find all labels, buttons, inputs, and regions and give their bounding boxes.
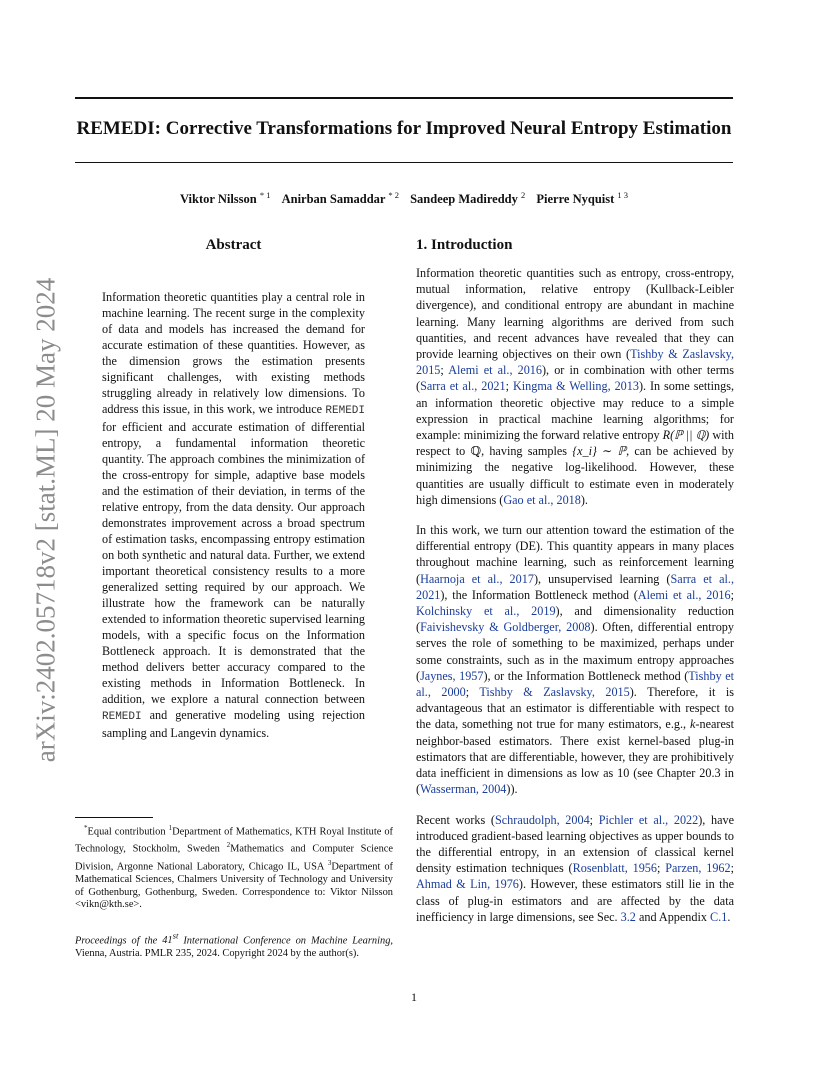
text-run: ; <box>505 379 513 394</box>
citation-link[interactable]: Sarra et al., 2021 <box>416 571 734 602</box>
citation-link[interactable]: Wasserman, 2004 <box>420 782 507 797</box>
text-run: ), and dimensionality reduction ( <box>416 604 734 635</box>
paper-title: REMEDI: Corrective Transformations for Improved Neural Entropy Estimation <box>76 118 732 139</box>
text-run: ). Therefore, it is advantageous that an estimator is differentiable with respect to the data, something not true for many estimators, e.g., <box>416 685 735 732</box>
citation-link[interactable]: Haarnoja et al., 2017 <box>420 571 534 586</box>
text-run: ), or the Information Bottleneck method ( <box>483 668 689 683</box>
text-run: ; <box>465 685 480 700</box>
text-run: In this work, we turn our attention toward the estimation of the differential entropy (DE). This quantity appears in many places throughout machine learning, such as reinforcement learning ( <box>416 523 734 586</box>
text-run: ; <box>730 587 734 602</box>
citation-link[interactable]: Ahmad & Lin, 1976 <box>416 877 519 892</box>
math-expression: {x_i} ∼ ℙ <box>572 444 627 459</box>
affiliation-footnote: *Equal contribution $^1$Department of Mathematics, KTH Royal Institute of Technology, Stockholm, Sweden $^2$Mathematics and Computer Science Division, Argonne National Laboratory, Chicago IL, USA $^3$Department of Mathematical Sciences, Chalmers University of Technology and University of Gothenburg, Gothenburg, Sweden. Correspondence to: Viktor Nilsson <vikn@kth.se>. <box>75 824 393 911</box>
text-run: , can be achieved by minimizing the negative log-likelihood. However, these quantities are usually difficult to estimate even in moderately high dimensions ( <box>416 444 734 507</box>
citation-link[interactable]: Faivishevsky & Goldberger, 2008 <box>420 620 591 635</box>
citation-link[interactable]: Gao et al., 2018 <box>503 492 581 507</box>
text-run: and Appendix <box>635 909 711 924</box>
citation-link[interactable]: Jaynes, 1957 <box>420 668 484 683</box>
citation-link[interactable]: Tishby & Zaslavsky, 2015 <box>479 685 630 700</box>
math-expression: k <box>690 717 696 732</box>
text-run: Recent works ( <box>416 812 495 827</box>
text-run: ). Often, differential entropy serves the role of something to be maximized, perhaps under some constraints, such as in the maximum entropy approaches ( <box>416 620 734 683</box>
abstract-heading: Abstract <box>205 237 262 253</box>
text-run: ; <box>656 861 666 876</box>
author-name: Anirban Samaddar $^{* 2}$ <box>281 190 399 207</box>
text-run: ), the Information Bottleneck method ( <box>440 587 638 602</box>
method-name: REMEDI <box>325 405 365 417</box>
text-run: ). In some settings, an information theoretic objective may reduce to a simple expression in practical machine learning algorithms; for example: minimizing the forward relative entropy <box>416 379 734 443</box>
author-list <box>75 190 733 207</box>
proceedings-note: Proceedings of the 41st International Conference on Machine Learning, Vienna, Austria. PMLR 235, 2024. Copyright 2024 by the author(s). <box>75 931 393 960</box>
text-run: ; <box>440 363 449 378</box>
text-run: ), unsupervised learning ( <box>533 571 671 586</box>
citation-link[interactable]: Kolchinsky et al., 2019 <box>416 604 556 619</box>
citation-link[interactable]: Tishby et al., 2000 <box>416 668 734 700</box>
text-run: -nearest neighbor-based estimators. There exist kernel-based plug-in estimators that are differentiable, however, they are prohibitively data inefficient in dimensions as low as 10 (see Chapter 20.3 in ( <box>416 717 734 797</box>
text-run: )). <box>506 782 518 797</box>
citation-link[interactable]: Pichler et al., 2022 <box>598 812 699 827</box>
text-run: with respect to ℚ, having samples <box>416 428 735 459</box>
page-number: 1 <box>411 990 417 1004</box>
text-run: ; <box>589 812 599 827</box>
text-run: ). However, these estimators still lie in the class of plug-in estimators and are affected by the data inefficiency in large dimensions, see Sec. <box>416 877 734 924</box>
footnote-rule <box>75 817 153 818</box>
paragraph <box>416 265 734 508</box>
citation-link[interactable]: Tishby & Zaslavsky, 2015 <box>416 347 735 378</box>
citation-link[interactable]: Parzen, 1962 <box>665 861 731 876</box>
citation-link[interactable]: 3.2 <box>620 909 636 924</box>
text-run: Information theoretic quantities such as entropy, cross-entropy, mutual information, relative entropy (Kullback-Leibler divergence), and conditional entropy are abundant in machine learning. Many learning algorithms are derived from such quantities, and recent advances have revealed that they can provide learning objectives on their own ( <box>416 266 734 362</box>
author-name: Pierre Nyquist $^{1 3}$ <box>536 190 629 207</box>
citation-link[interactable]: Kingma & Welling, 2013 <box>512 379 639 394</box>
paragraph <box>416 812 734 925</box>
introduction-heading: 1. Introduction <box>416 237 513 253</box>
citation-link[interactable]: Sarra et al., 2021 <box>420 379 506 394</box>
citation-link[interactable]: Alemi et al., 2016 <box>637 587 731 602</box>
citation-link[interactable]: Schraudolph, 2004 <box>494 812 590 827</box>
abstract-body: Information theoretic quantities play a central role in machine learning. The recent surge in the complexity of data and models has increased the demand for accurate estimation of these quantities. However, as the dimension grows the estimation presents significant challenges, with existing methods struggling already in relatively low dimensions. To address this issue, in this work, we introduce REMEDI for efficient and accurate estimation of differential entropy, a fundamental information theoretic quantity. The approach combines the minimization of the cross-entropy for simple, adaptive base models and the estimation of their deviation, in terms of the relative entropy, from the data density. Our approach demonstrates improvement across a broad spectrum of estimation tasks, encompassing entropy estimation on both synthetic and natural data. Further, we extend important theoretical consistency results to a more generalized setting required by our approach. We illustrate how the framework can be naturally extended to information theoretic supervised learning models, with a specific focus on the Information Bottleneck approach. It is demonstrated that the method delivers better accuracy compared to the existing methods in Information Bottleneck. In addition, we explore a natural connection between REMEDI and generative modeling using rejection sampling and Langevin dynamics. <box>102 290 365 740</box>
citation-link[interactable]: Alemi et al., 2016 <box>448 363 542 378</box>
text-run: . <box>727 909 731 924</box>
text-run: ; <box>730 861 734 876</box>
text-run: ), have introduced gradient-based learning objectives as upper bounds to the differential entropy, in an extension of classical kernel density estimation techniques ( <box>416 812 735 876</box>
text-run: ). <box>580 492 588 507</box>
arxiv-identifier-stamp: arXiv:2402.05718v2 [stat.ML] 20 May 2024 <box>30 277 61 763</box>
title-rule-top <box>75 97 733 99</box>
text-run: ), or in combination with other terms ( <box>416 363 735 394</box>
citation-link[interactable]: Rosenblatt, 1956 <box>572 861 657 876</box>
author-name: Sandeep Madireddy $^2$ <box>410 190 526 207</box>
paragraph <box>416 522 734 797</box>
title-rule-bottom <box>75 162 733 163</box>
citation-link[interactable]: C.1 <box>710 909 728 924</box>
method-name: REMEDI <box>102 711 142 723</box>
author-name: Viktor Nilsson $^{* 1}$ <box>179 190 271 207</box>
introduction-body <box>416 265 734 939</box>
math-expression: R(ℙ || ℚ) <box>662 428 710 443</box>
